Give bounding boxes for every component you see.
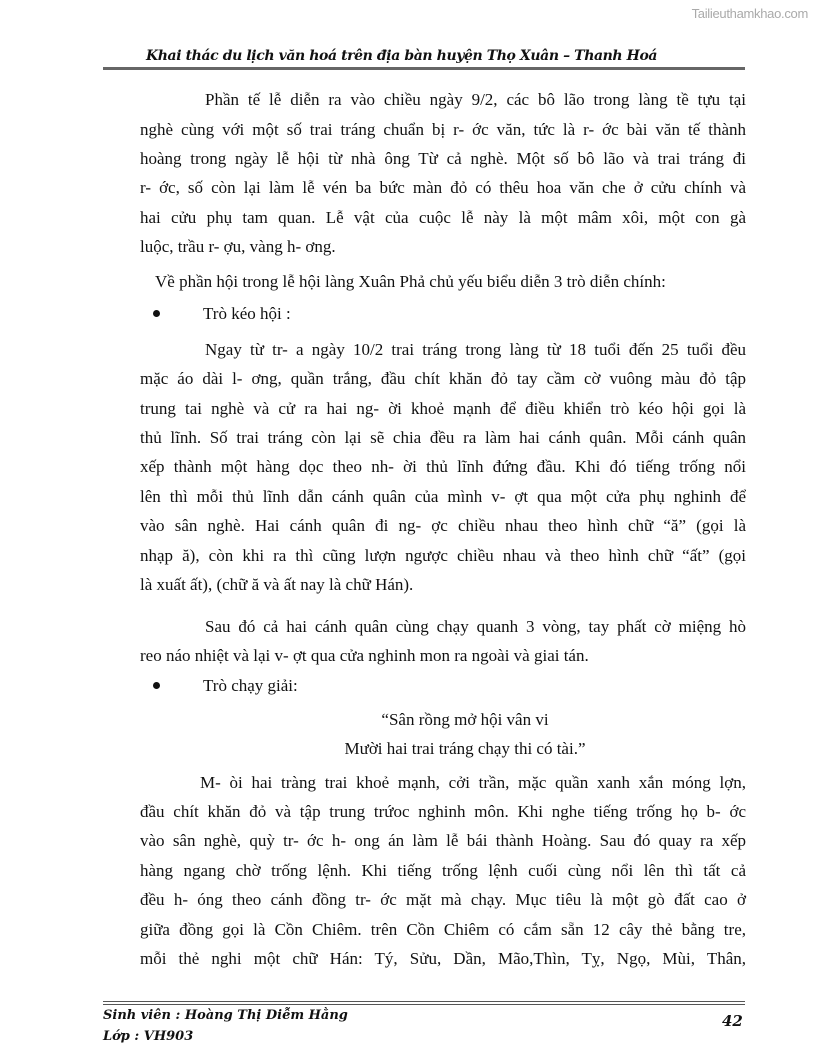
text-line: M- òi hai tràng trai khoẻ mạnh, cởi trần, mặc quần xanh xắn móng lợn, [200, 773, 746, 792]
bullet-icon [153, 310, 160, 317]
footer-student: Sinh viên : Hoàng Thị Diễm Hằng [103, 1008, 348, 1023]
text-line: đầu chít khăn đỏ và tập trung trứoc nghinh môn. Khi nghe tiếng trống họ b- ớc [140, 802, 746, 821]
text-line: giữa đồng gọi là Cồn Chiêm. trên Cồn Chiêm có cắm sẵn 12 cây thẻ bằng tre, [140, 920, 746, 939]
text-line: thủ lĩnh. Số trai tráng còn lại sẽ chia đều ra làm hai cánh quân. Mỗi cánh quân [140, 428, 746, 447]
text-line: mỗi thẻ nghi một chữ Hán: Tý, Sửu, Dần, Mão,Thìn, Tỵ, Ngọ, Mùi, Thân, [140, 949, 746, 968]
footer-rule [103, 1001, 745, 1005]
text-line: lên thì mỗi thủ lĩnh dẫn cánh quân của mình v- ợt qua một cửa phụ nghinh để [140, 487, 746, 506]
page-number: 42 [722, 1012, 743, 1030]
text-line: Phần tế lễ diễn ra vào chiều ngày 9/2, các bô lão trong làng tề tựu tại [205, 90, 746, 109]
verse-line: “Sân rồng mở hội vân vi [381, 710, 549, 729]
running-header: Khai thác du lịch văn hoá trên địa bàn huyện Thọ Xuân – Thanh Hoá [146, 48, 658, 64]
header-rule [103, 67, 745, 70]
footer-class: Lớp : VH903 [103, 1029, 194, 1044]
verse-line: Mười hai trai tráng chạy thi có tài.” [344, 739, 586, 758]
text-line: vào sân nghè. Hai cánh quân đi ng- ợc chiều nhau theo hình chữ “ă” (gọi là [140, 516, 746, 535]
bullet-item-keo-hoi: Trò kéo hội : [203, 304, 291, 323]
text-line: hai cửu phụ tam quan. Lễ vật của cuộc lễ này là một mâm xôi, một con gà [140, 208, 746, 227]
text-line: Ngay từ tr- a ngày 10/2 trai tráng trong làng từ 18 tuổi đến 25 tuổi đều [205, 340, 746, 359]
text-line: mặc áo dài l- ơng, quần trắng, đầu chít khăn đỏ tay cầm cờ vuông màu đỏ tập [140, 369, 746, 388]
watermark: Tailieuthamkhao.com [691, 6, 808, 21]
bullet-item-chay-giai: Trò chạy giải: [203, 676, 298, 695]
text-line: nhạp ă), còn khi ra thì cũng lượn ngược chiều nhau và theo hình chữ “ất” (gọi [140, 546, 746, 565]
text-line: Sau đó cả hai cánh quân cùng chạy quanh 3 vòng, tay phất cờ miệng hò [205, 617, 746, 636]
text-line: hoàng trong ngày lễ hội từ nhà ông Từ cả nghè. Một số bô lão và trai tráng đi [140, 149, 746, 168]
bullet-icon [153, 682, 160, 689]
text-line: là xuất ất), (chữ ă và ất nay là chữ Hán). [140, 575, 414, 594]
text-line: vào sân nghè, quỳ tr- ớc h- ong án làm lễ bái thành Hoàng. Sau đó quay ra xếp [140, 831, 746, 850]
paragraph-2: Về phần hội trong lễ hội làng Xuân Phả chủ yếu biểu diễn 3 trò diễn chính: [155, 272, 666, 291]
text-line: trung tai nghè và cử ra hai ng- ời khoẻ mạnh để điều khiển trò kéo hội gọi là [140, 399, 746, 418]
text-line: luộc, trầu r- ợu, vàng h- ơng. [140, 237, 336, 256]
text-line: xếp thành một hàng dọc theo nh- ời thủ lĩnh đứng đầu. Khi đó tiếng trống nổi [140, 457, 746, 476]
text-line: nghè cùng với một số trai tráng chuẩn bị r- ớc văn, tức là r- ớc bài văn tế thành [140, 120, 746, 139]
text-line: hàng ngang chờ trống lệnh. Khi tiếng trống lệnh cuối cùng nổi lên thì tất cả [140, 861, 746, 880]
text-line: đều h- óng theo cánh đồng tr- ớc mặt mà chạy. Mục tiêu là một gò đất cao ở [140, 890, 746, 909]
text-line: r- ớc, số còn lại làm lễ vén ba bức màn đỏ có thêu hoa văn che ở cửu chính và [140, 178, 746, 197]
text-line: reo náo nhiệt và lại v- ợt qua cửa nghinh mon ra ngoài và giai tán. [140, 646, 589, 665]
